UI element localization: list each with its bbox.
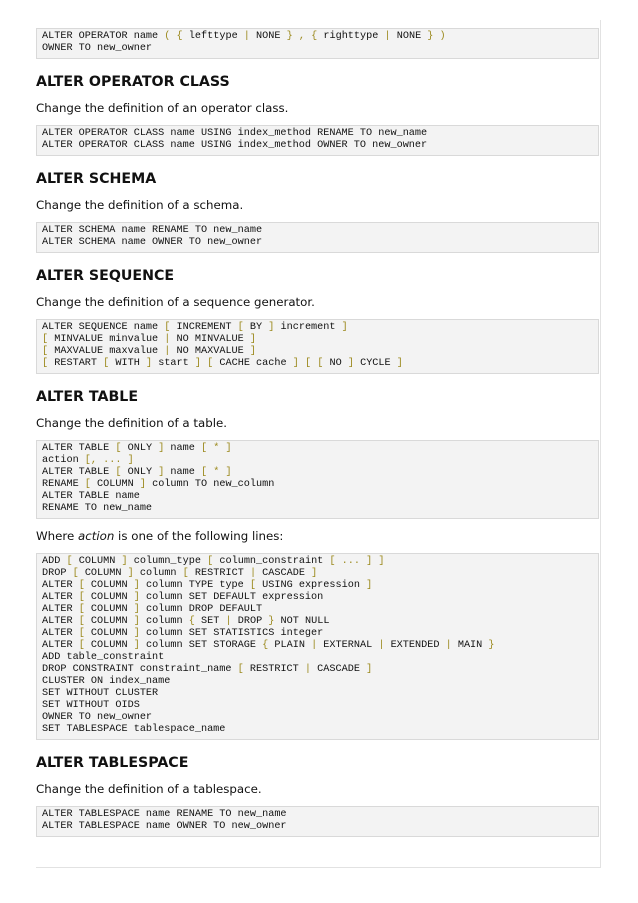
code-block-alter-operator [36,28,599,59]
syntax-symbol: [ [78,592,85,603]
code-line: ALTER SCHEMA name OWNER TO new_owner [42,237,263,248]
syntax-symbol: , [298,31,305,42]
code-line: ALTER [ COLUMN ] column DROP DEFAULT [42,604,263,615]
code-line: OWNER TO new_owner [42,43,153,54]
syntax-symbol: [ [78,616,85,627]
syntax-symbol: ] [225,467,232,478]
syntax-symbol: ] [133,640,140,651]
syntax-symbol: } [488,640,495,651]
code-line: action [, ... ] [42,455,134,466]
section-description: Change the definition of an operator class. [36,101,289,115]
section-alter-table [36,389,599,740]
code-block [36,222,599,253]
syntax-symbol: ] [292,358,299,369]
code-line: DROP [ COLUMN ] column [ RESTRICT | CASCADE ] [42,568,318,579]
code-line: CLUSTER ON index_name [42,676,171,687]
syntax-symbol: [ [78,628,85,639]
code-line: ALTER TABLE [ ONLY ] name [ * ] [42,467,232,478]
syntax-symbol: ] [366,664,373,675]
syntax-symbol: | [249,568,257,579]
section-heading: ALTER TABLE [36,389,139,405]
syntax-symbol: [ [201,467,208,478]
section-heading: ALTER OPERATOR CLASS [36,74,230,90]
syntax-symbol: | [384,31,391,42]
document-content [36,28,599,837]
syntax-symbol: ] [225,443,232,454]
code-line: ALTER TABLESPACE name RENAME TO new_name [42,809,287,820]
syntax-symbol: [ [115,443,122,454]
section-alter-tablespace [36,755,599,837]
syntax-symbol: ] [366,556,373,567]
code-line: [ MINVALUE minvalue | NO MINVALUE ] [42,334,257,345]
code-line: DROP CONSTRAINT constraint_name [ RESTRICT | CASCADE ] [42,664,373,675]
syntax-symbol: [ [42,346,49,357]
syntax-symbol: { [176,31,183,42]
syntax-symbol: | [164,334,171,345]
syntax-symbol: | [445,640,452,651]
syntax-symbol: ] [133,604,140,615]
code-block [36,806,599,837]
section-description: Change the definition of a tablespace. [36,782,262,796]
syntax-symbol: [ [103,358,110,369]
code-block [36,319,599,374]
syntax-symbol: } [286,31,293,42]
syntax-symbol: ] [347,358,354,369]
code-line: [ RESTART [ WITH ] start ] [ CACHE cache ] [ [ NO ] CYCLE ] [42,358,403,369]
code-line: SET WITHOUT OIDS [42,700,140,711]
syntax-symbol: ] [158,443,165,454]
code-line: ADD [ COLUMN ] column_type [ column_constraint [ ... ] ] [42,556,385,567]
code-block [36,125,599,156]
syntax-symbol: } [268,616,275,627]
syntax-symbol: ] [396,358,403,369]
syntax-symbol: , [90,455,98,466]
syntax-symbol: ] [268,322,275,333]
syntax-symbol: ) [439,31,446,42]
syntax-symbol: ] [127,455,134,466]
code-line: ADD table_constraint [42,652,165,663]
syntax-symbol: [ [237,664,244,675]
code-line: ALTER OPERATOR CLASS name USING index_method OWNER TO new_owner [42,140,428,151]
code-line: SET WITHOUT CLUSTER [42,688,159,699]
syntax-symbol: | [311,640,318,651]
syntax-symbol: [ [182,568,189,579]
syntax-symbol: [ [42,358,49,369]
syntax-symbol: { [311,31,318,42]
syntax-symbol: ( [164,31,171,42]
intro-em: action [78,529,115,543]
intro-after: is one of the following lines: [114,529,284,543]
code-line: [ MAXVALUE maxvalue | NO MAXVALUE ] [42,346,257,357]
syntax-symbol: ] [133,616,140,627]
syntax-symbol: ] [366,580,373,591]
syntax-symbol: * [213,467,220,478]
syntax-symbol: [ [164,322,171,333]
syntax-symbol: [ [207,556,214,567]
section-description: Change the definition of a sequence generator. [36,295,315,309]
syntax-symbol: ] [133,580,140,591]
syntax-symbol: | [225,616,232,627]
action-intro-text [36,529,599,543]
code-line: ALTER TABLE name [42,491,140,502]
syntax-symbol: ... [103,455,122,466]
syntax-symbol: [ [84,479,91,490]
syntax-symbol: ] [133,628,140,639]
syntax-symbol: { [262,640,269,651]
code-line: ALTER OPERATOR name ( { lefttype | NONE } , { righttype | NONE } ) [42,31,446,42]
section-description: Change the definition of a schema. [36,198,244,212]
syntax-symbol: [ [115,467,122,478]
syntax-symbol: ] [194,358,202,369]
code-line: ALTER TABLESPACE name OWNER TO new_owner [42,821,287,832]
syntax-symbol: [ [78,580,85,591]
code-line: ALTER [ COLUMN ] column SET DEFAULT expression [42,592,324,603]
section-heading: ALTER SEQUENCE [36,268,175,284]
syntax-symbol: ] [139,479,146,490]
syntax-symbol: ] [249,346,257,357]
code-line: ALTER SCHEMA name RENAME TO new_name [42,225,263,236]
syntax-symbol: [ [42,334,49,345]
syntax-symbol: [ [305,358,312,369]
section-heading: ALTER SCHEMA [36,171,157,187]
syntax-symbol: [ [84,455,91,466]
syntax-symbol: ] [378,556,385,567]
syntax-symbol: | [164,346,171,357]
syntax-symbol: ] [158,467,165,478]
section-alter-operator-class [36,74,599,156]
code-line: OWNER TO new_owner [42,712,153,723]
syntax-symbol: ] [127,568,134,579]
code-line: ALTER [ COLUMN ] column TYPE type [ USING expression ] [42,580,373,591]
code-line: ALTER SEQUENCE name [ INCREMENT [ BY ] increment ] [42,322,348,333]
section-alter-sequence [36,268,599,374]
syntax-symbol: ... [341,556,361,567]
code-line: RENAME [ COLUMN ] column TO new_column [42,479,275,490]
code-line: SET TABLESPACE tablespace_name [42,724,226,735]
syntax-symbol: | [378,640,385,651]
section-description: Change the definition of a table. [36,416,228,430]
code-line: ALTER [ COLUMN ] column SET STORAGE { PLAIN | EXTERNAL | EXTENDED | MAIN } [42,640,495,651]
syntax-symbol: ] [145,358,153,369]
section-heading: ALTER TABLESPACE [36,755,189,771]
syntax-symbol: ] [341,322,348,333]
syntax-symbol: ] [133,592,140,603]
syntax-symbol: [ [207,358,214,369]
syntax-symbol: } [427,31,434,42]
section-alter-schema [36,171,599,253]
syntax-symbol: { [188,616,195,627]
syntax-symbol: [ [237,322,244,333]
syntax-symbol: [ [72,568,79,579]
code-line: ALTER OPERATOR CLASS name USING index_method RENAME TO new_name [42,128,428,139]
code-line: ALTER [ COLUMN ] column SET STATISTICS integer [42,628,324,639]
syntax-symbol: [ [201,443,208,454]
syntax-symbol: [ [249,580,257,591]
syntax-symbol: [ [329,556,336,567]
code-line: ALTER TABLE [ ONLY ] name [ * ] [42,443,232,454]
syntax-symbol: [ [66,556,73,567]
syntax-symbol: ] [249,334,257,345]
code-line: ALTER [ COLUMN ] column { SET | DROP } NOT NULL [42,616,330,627]
syntax-symbol: [ [78,604,85,615]
syntax-symbol: [ [78,640,85,651]
syntax-symbol: | [243,31,250,42]
code-block-actions [36,553,599,740]
intro-before: Where [36,529,78,543]
syntax-symbol: ] [121,556,128,567]
syntax-symbol: * [213,443,220,454]
code-block [36,440,599,519]
syntax-symbol: ] [311,568,318,579]
syntax-symbol: | [304,664,312,675]
code-line: RENAME TO new_name [42,503,153,514]
syntax-symbol: [ [317,358,324,369]
